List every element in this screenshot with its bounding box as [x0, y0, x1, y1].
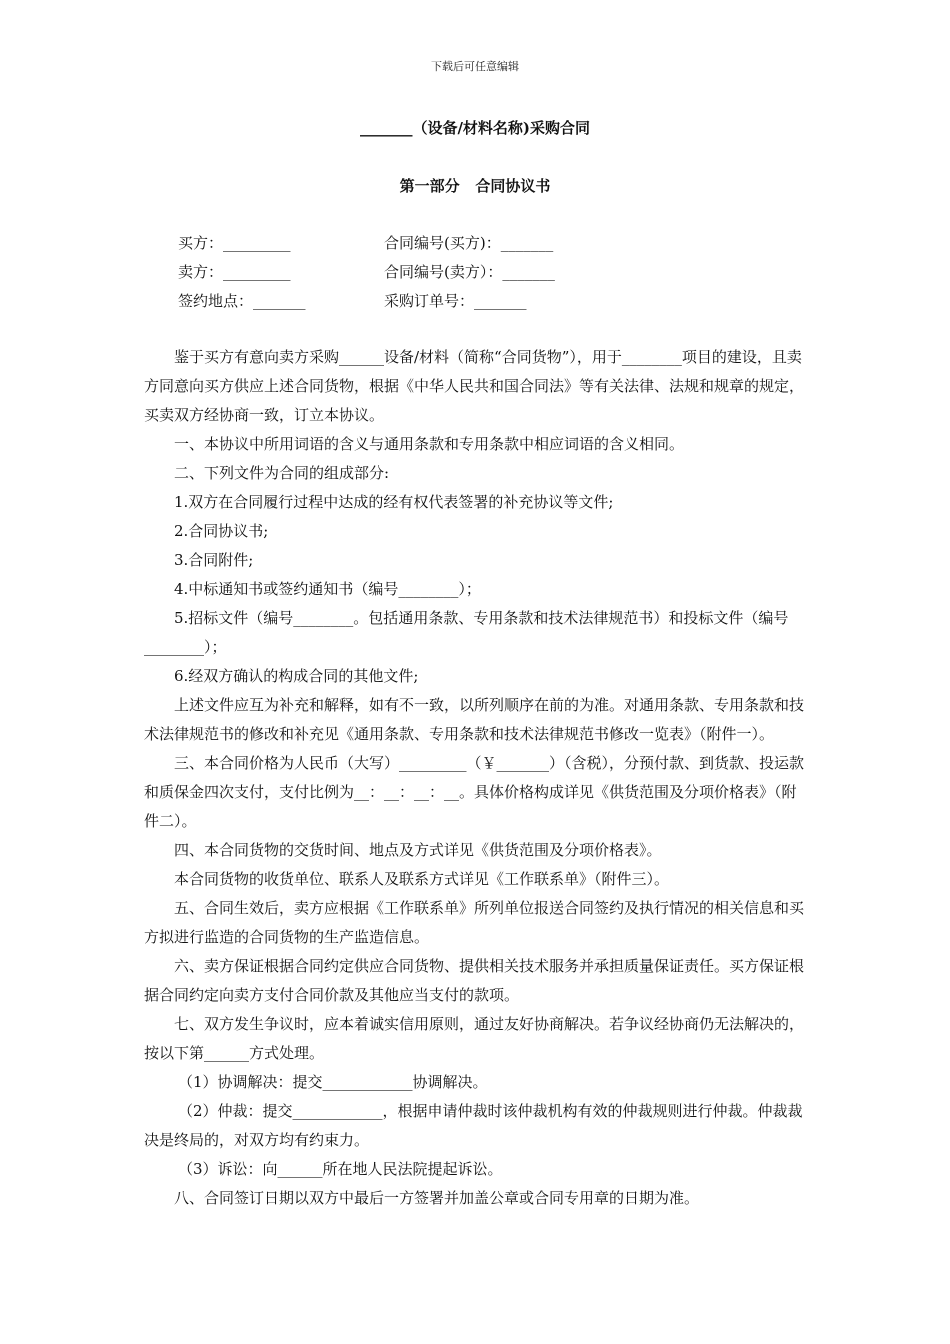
- list-item: 6.经双方确认的构成合同的其他文件;: [174, 667, 419, 685]
- paragraph-clause-3: 三、本合同价格为人民币（大写）_________（￥_______）（含税），分预付款、到货款、投运款和质保金四次支付，支付比例为__：__：__：__。具体价格构成详见《供货范围及分项价格表》（附件二）。: [144, 754, 805, 830]
- list-item: 1.双方在合同履行过程中达成的经有权代表签署的补充协议等文件;: [174, 493, 614, 511]
- paragraph-receiving: 本合同货物的收货单位、联系人及联系方式详见《工作联系单》（附件三）。: [174, 870, 670, 888]
- list-item: 2.合同协议书;: [174, 522, 269, 540]
- dispute-option-arbitration: （2）仲裁：提交____________，根据申请仲裁时该仲裁机构有效的仲裁规则进行仲裁。仲裁裁决是终局的，对双方均有约束力。: [144, 1102, 803, 1149]
- purchase-order-number-field: 采购订单号：_______: [384, 292, 527, 310]
- contract-number-seller-field: 合同编号(卖方）：_______: [384, 263, 555, 281]
- list-item: 4.中标通知书或签约通知书（编号________）；: [174, 580, 481, 598]
- paragraph-clause-4: 四、本合同货物的交货时间、地点及方式详见《供货范围及分项价格表》。: [174, 841, 662, 859]
- header-note: 下载后可任意编辑: [431, 60, 519, 73]
- list-item: 3.合同附件;: [174, 551, 254, 569]
- dispute-option-litigation: （3）诉讼：向______所在地人民法院提起诉讼。: [178, 1160, 503, 1178]
- seller-field: 卖方：_________: [178, 263, 291, 281]
- section-title: 第一部分 合同协议书: [399, 177, 551, 195]
- paragraph-clause-8: 八、合同签订日期以双方中最后一方签署并加盖公章或合同专用章的日期为准。: [174, 1189, 700, 1207]
- buyer-field: 买方：_________: [178, 234, 291, 252]
- contract-number-buyer-field: 合同编号(买方)：_______: [384, 234, 554, 252]
- dispute-option-mediation: （1）协调解决：提交____________协调解决。: [178, 1073, 488, 1091]
- paragraph-clause-5: 五、合同生效后，卖方应根据《工作联系单》所列单位报送合同签约及执行情况的相关信息和买方拟进行监造的合同货物的生产监造信息。: [144, 899, 805, 946]
- list-item: 5.招标文件（编号________。包括通用条款、专用条款和技术法律规范书）和投标文件（编号________）；: [144, 609, 789, 656]
- paragraph-clause-2: 二、下列文件为合同的组成部分:: [174, 464, 390, 482]
- signing-place-field: 签约地点：_______: [178, 292, 306, 310]
- paragraph-preamble: 鉴于买方有意向卖方采购______设备/材料（简称“合同货物”），用于________项目的建设，且卖方同意向买方供应上述合同货物，根据《中华人民共和国合同法》等有关法律、法规和规章的规定，买卖双方经协商一致，订立本协议。: [144, 348, 805, 424]
- paragraph-clause-1: 一、本协议中所用词语的含义与通用条款和专用条款中相应词语的含义相同。: [174, 435, 685, 453]
- paragraph-clause-6: 六、卖方保证根据合同约定供应合同货物、提供相关技术服务并承担质量保证责任。买方保证根据合同约定向卖方支付合同价款及其他应当支付的款项。: [144, 957, 805, 1004]
- agreement-body: [144, 343, 806, 1213]
- paragraph-clause-7: 七、双方发生争议时，应本着诚实信用原则，通过友好协商解决。若争议经协商仍无法解决的，按以下第______方式处理。: [144, 1015, 805, 1062]
- paragraph-precedence: 上述文件应互为补充和解释，如有不一致，以所列顺序在前的为准。对通用条款、专用条款和技术法律规范书的修改和补充见《通用条款、专用条款和技术法律规范书修改一览表》（附件一）。: [144, 696, 805, 743]
- contract-title: _______（设备/材料名称)采购合同: [359, 119, 591, 137]
